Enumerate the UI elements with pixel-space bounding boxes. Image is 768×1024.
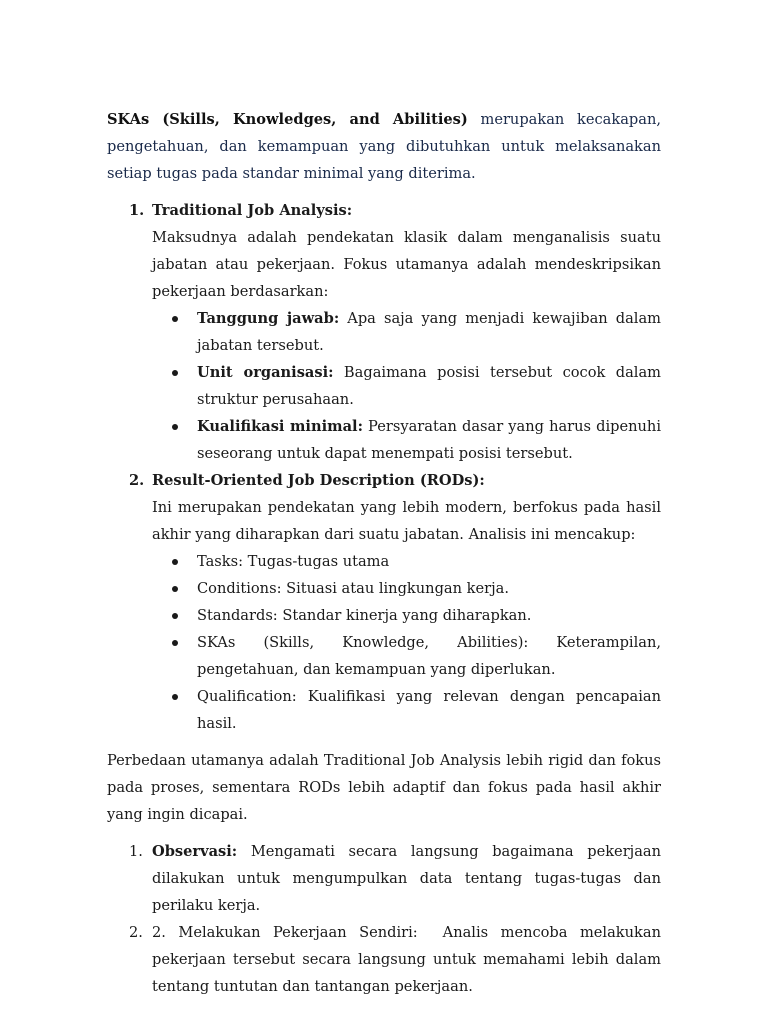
bullet-icon bbox=[172, 586, 178, 592]
bullet-text: Bagaimana posisi tersebut cocok dalam struktur perusahaan. bbox=[197, 364, 661, 408]
bullet-text: Qualification: Kualifikasi yang relevan dengan pencapaian hasil. bbox=[197, 688, 661, 732]
method-text: 2. Melakukan Pekerjaan Sendiri: Analis mencoba melakukan pekerjaan tersebut secara langsung untuk memahami lebih dalam tentang tuntutan dan tantangan pekerjaan. bbox=[152, 924, 666, 995]
bullet-bold: Tanggung jawab: bbox=[197, 310, 340, 327]
bullet-icon bbox=[172, 694, 178, 700]
list-number: 1. bbox=[129, 202, 145, 219]
intro-paragraph bbox=[107, 106, 661, 187]
approach-description: Ini merupakan pendekatan yang lebih modern, berfokus pada hasil akhir yang diharapkan dari suatu jabatan. Analisis ini mencakup: bbox=[152, 499, 661, 543]
method-item-do-job bbox=[107, 919, 666, 1000]
bullet-text: Apa saja yang menjadi kewajiban dalam jabatan tersebut. bbox=[197, 310, 662, 354]
bullet-icon bbox=[172, 559, 178, 565]
bullet-text: Persyaratan dasar yang harus dipenuhi seseorang untuk dapat menempati posisi tersebut. bbox=[197, 418, 661, 462]
list-item bbox=[152, 683, 661, 737]
method-text: Mengamati secara langsung bagaimana pekerjaan dilakukan untuk mengumpulkan data tentang tugas-tugas dan perilaku kerja. bbox=[152, 843, 661, 914]
bullet-text: Standards: Standar kinerja yang diharapkan. bbox=[197, 607, 532, 624]
bullet-bold: Kualifikasi minimal: bbox=[197, 418, 363, 435]
approach-item-traditional bbox=[107, 197, 661, 467]
bullet-icon bbox=[172, 424, 178, 430]
approach-title: Traditional Job Analysis: bbox=[152, 202, 353, 219]
bullet-text: SKAs (Skills, Knowledge, Abilities): Keterampilan, pengetahuan, dan kemampuan yang diperlukan. bbox=[197, 634, 661, 678]
list-item bbox=[152, 305, 661, 359]
bullet-text: Tasks: Tugas-tugas utama bbox=[197, 553, 390, 570]
bullet-icon bbox=[172, 640, 178, 646]
method-list bbox=[107, 838, 666, 1000]
intro-text: merupakan kecakapan, pengetahuan, dan kemampuan yang dibutuhkan untuk melaksanakan setiap tugas pada standar minimal yang diterima. bbox=[107, 111, 662, 182]
list-item bbox=[152, 575, 661, 602]
list-item bbox=[152, 413, 661, 467]
method-bold: Observasi: bbox=[152, 843, 238, 860]
approach-item-rods bbox=[107, 467, 661, 737]
list-item bbox=[152, 629, 661, 683]
bullet-icon bbox=[172, 316, 178, 322]
list-item bbox=[152, 602, 661, 629]
approach-list bbox=[107, 197, 661, 737]
intro-bold: SKAs (Skills, Knowledges, and Abilities) bbox=[107, 111, 468, 128]
list-item bbox=[152, 359, 661, 413]
list-item bbox=[152, 548, 661, 575]
bullet-icon bbox=[172, 370, 178, 376]
list-number: 1. bbox=[129, 843, 143, 860]
approach-title: Result-Oriented Job Description (RODs): bbox=[152, 472, 485, 489]
bullet-bold: Unit organisasi: bbox=[197, 364, 334, 381]
comparison-paragraph: Perbedaan utamanya adalah Traditional Job Analysis lebih rigid dan fokus pada proses, sementara RODs lebih adaptif dan fokus pada hasil akhir yang ingin dicapai. bbox=[107, 752, 661, 823]
bullet-list bbox=[152, 548, 661, 737]
method-item-observation bbox=[107, 838, 661, 919]
bullet-icon bbox=[172, 613, 178, 619]
list-number: 2. bbox=[129, 924, 143, 941]
bullet-text: Conditions: Situasi atau lingkungan kerja. bbox=[197, 580, 509, 597]
approach-description: Maksudnya adalah pendekatan klasik dalam menganalisis suatu jabatan atau pekerjaan. Fokus utamanya adalah mendeskripsikan pekerjaan berdasarkan: bbox=[152, 229, 661, 300]
list-number: 2. bbox=[129, 472, 145, 489]
bullet-list bbox=[152, 305, 661, 467]
